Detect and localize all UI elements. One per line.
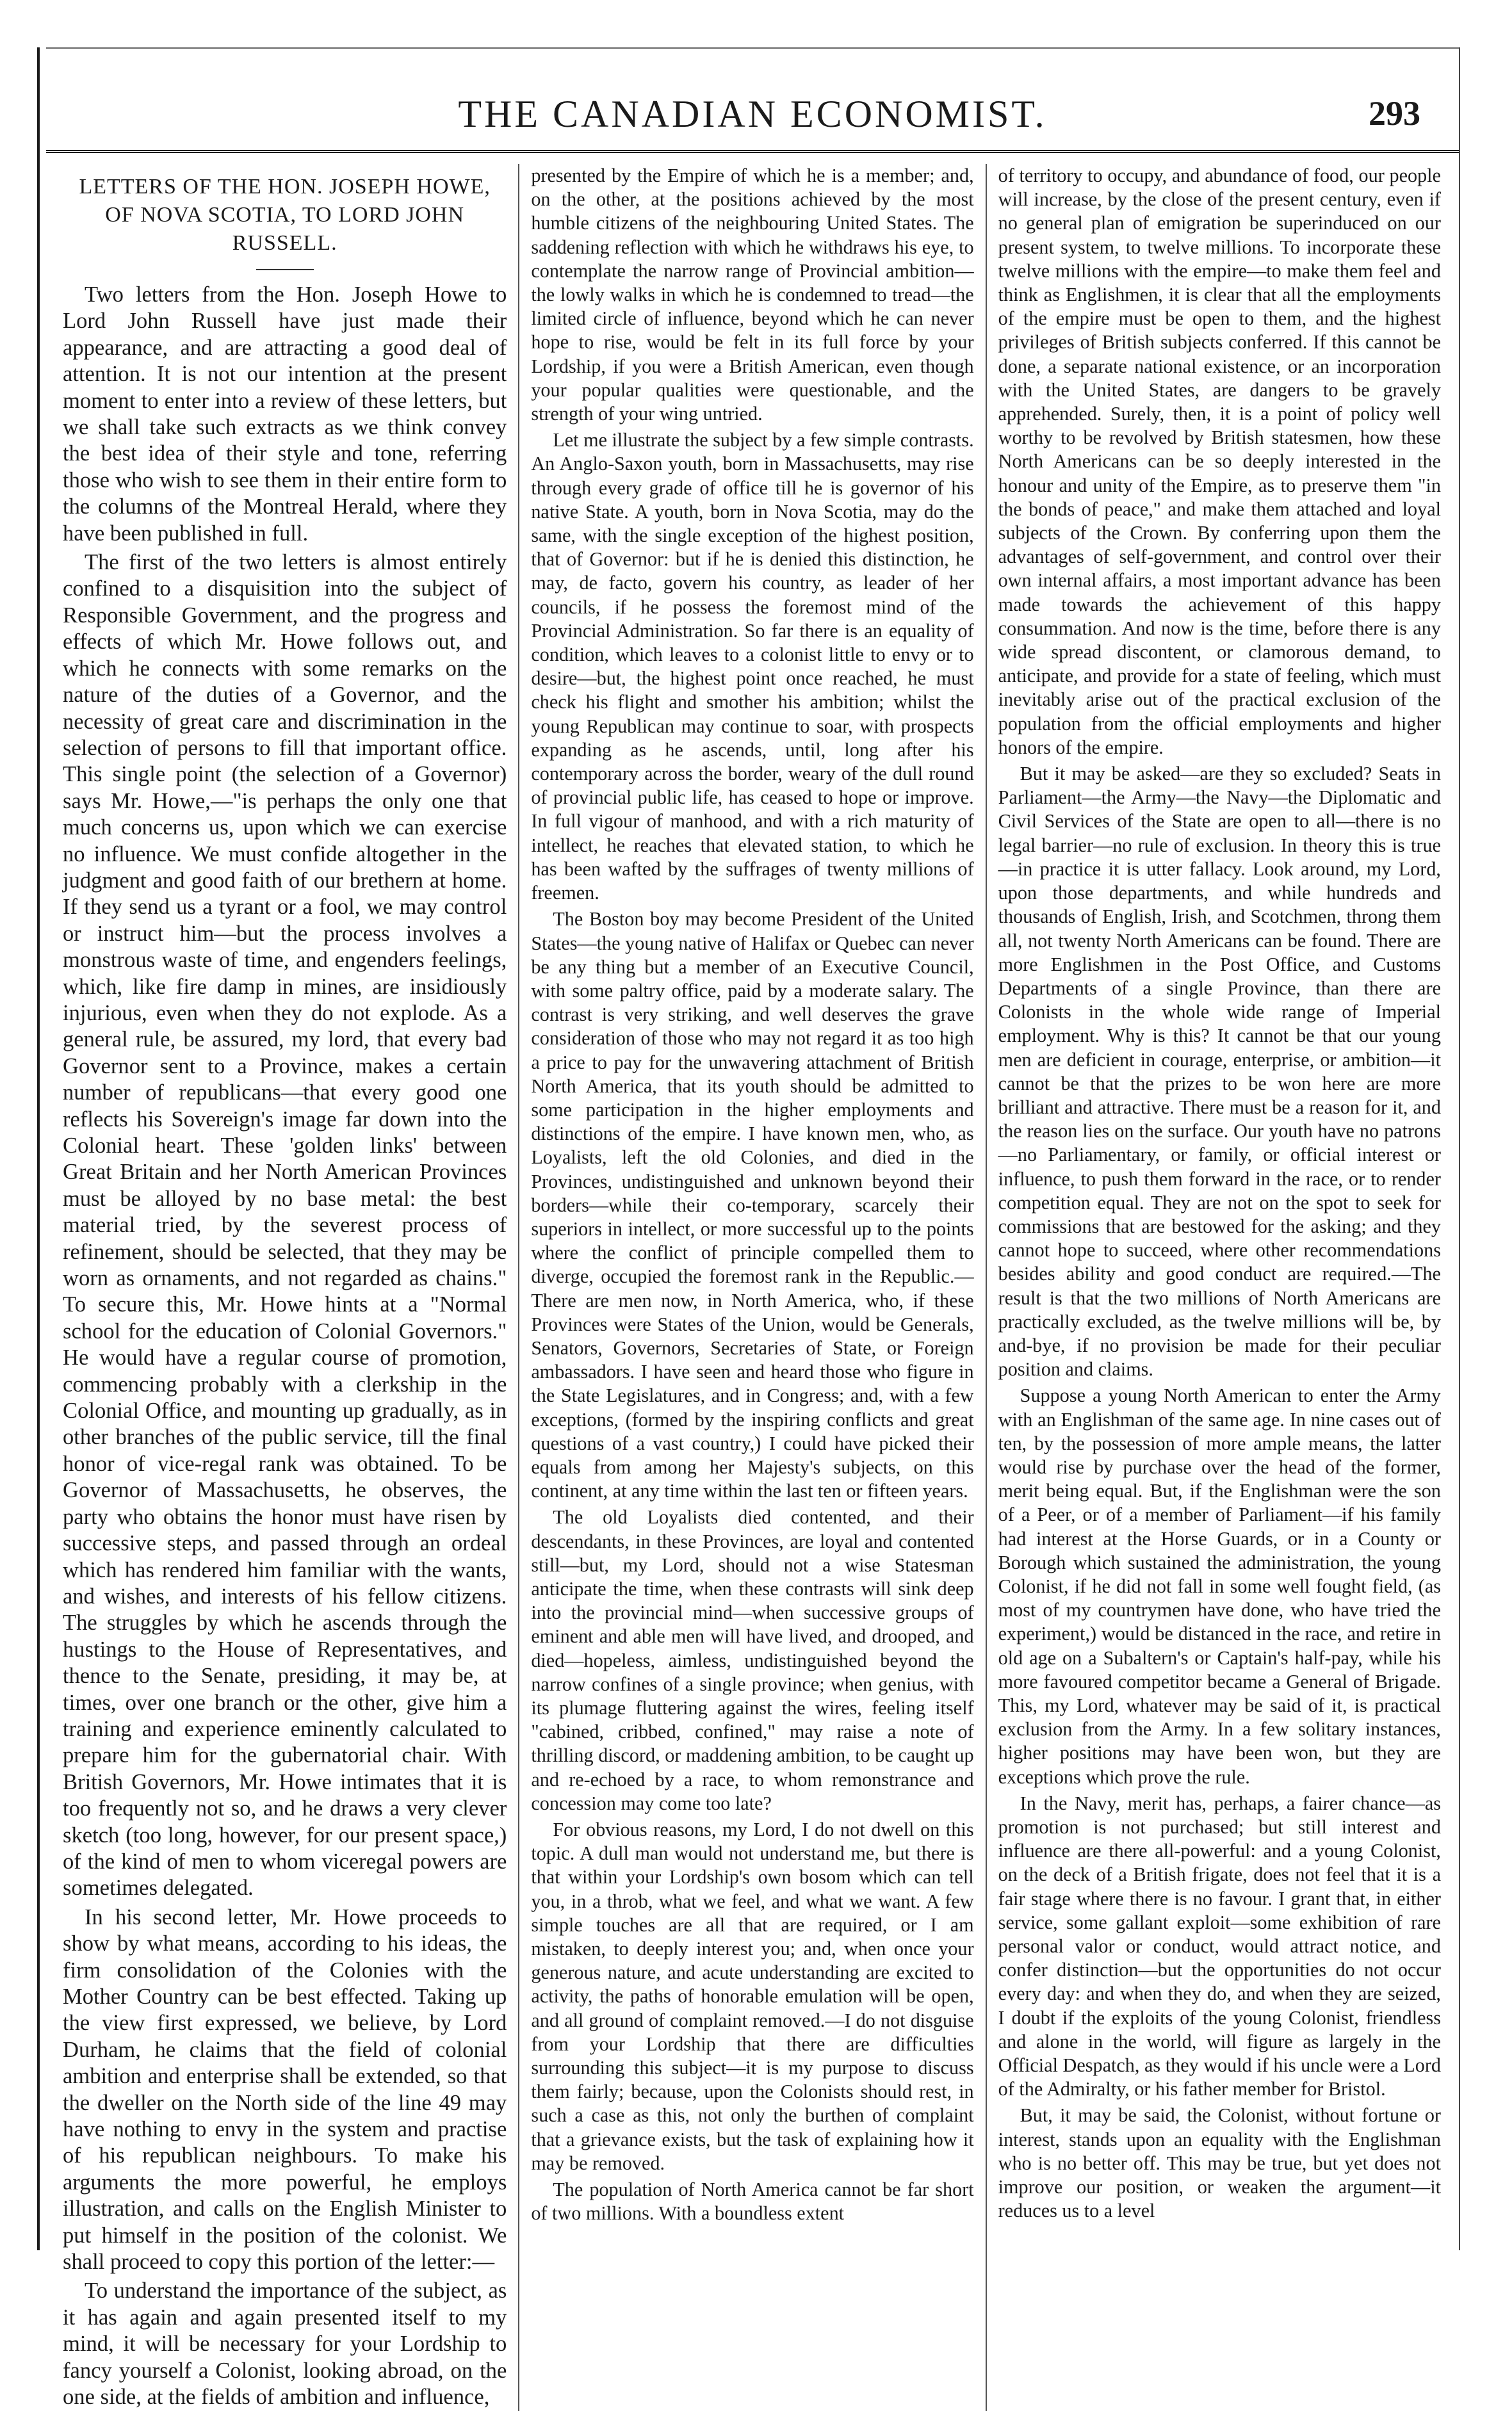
page-number: 293 [1369,94,1420,133]
paragraph: In the Navy, merit has, perhaps, a fairer chance—as promotion is not purchased; but still interest and influence are there all-powerful: and a young Colonist, on the deck of a British frigate, does not feel that it is a fair stage where there is no favour. I grant that, in either service, some gallant exploit—some exhibition of rare personal valor or conduct, would attract notice, and confer distinction—but the opportunities do not occur every day: and when they do, and when they are seized, I doubt if the exploits of the young Colonist, friendless and alone in the world, will figure as largely in the Official Despatch, as they would if his uncle were a Lord of the Admiralty, or his father member for Bristol. [998,1792,1441,2100]
paragraph: The first of the two letters is almost entirely confined to a disquisition into the subject of Responsible Government, and the progress and effects of which Mr. Howe follows out, and which he connects with some remarks on the nature of the duties of a Governor, and the necessity of great care and discrimination in the selection of persons to fill that important office. This single point (the selection of a Governor) says Mr. Howe,—"is perhaps the only one that much concerns us, upon which we can exercise no influence. We must confide altogether in the judgment and good faith of our brethern at home. If they send us a tyrant or a fool, we may control or instruct him—but the process involves a monstrous waste of time, and engenders feelings, which, like fire damp in mines, are insidiously injurious, even when they do not explode. As a general rule, be assured, my lord, that every bad Governor sent to a Province, makes a certain number of republicans—that every good one reflects his Sovereign's image far down into the Colonial heart. These 'golden links' between Great Britain and her North American Provinces must be alloyed by no base metal: the best material tried, by the severest process of refinement, should be selected, that they may be worn as ornaments, and not regarded as chains." To secure this, Mr. Howe hints at a "Normal school for the education of Colonial Governors." He would have a regular course of promotion, commencing probably with a clerkship in the Colonial Office, and mounting up gradually, as in other branches of the public service, till the final honor of vice-regal rank was obtained. To be Governor of Massachusetts, he observes, the party who obtains the honor must have risen by successive steps, and passed through an ordeal which has rendered him familiar with the wants, and wishes, and interests of his fellow citizens. The struggles by which he ascends through the hustings to the House of Representatives, and thence to the Senate, presiding, it may be, at times, over one branch or the other, give him a training and experience eminently calculated to prepare him for the gubernatorial chair. With British Governors, Mr. Howe intimates that it is too frequently not so, and he draws a very clever sketch (too long, however, for our present space,) of the kind of men to whom viceregal powers are sometimes delegated. [63,550,507,1901]
title-rule [256,269,314,270]
paragraph: The old Loyalists died contented, and their descendants, in these Provinces, are loyal and contented still—but, my Lord, should not a wise Statesman anticipate the time, when these contrasts will sink deep into the provincial mind—when successive groups of eminent and able men will have lived, and drooped, and died—hopeless, aimless, undistinguished beyond the narrow confines of a single province; when genius, with its plumage fluttering against the wires, feeling itself "cabined, cribbed, confined," may raise a note of thrilling discord, or maddening ambition, to be caught up and re-echoed by a race, to whom remonstrance and concession may come too late? [531,1506,974,1814]
paragraph: Suppose a young North American to enter the Army with an Englishman of the same age. In nine cases out of ten, by the possession of more ample means, the latter would rise by purchase over the head of the former, merit being equal. But, if the Englishman were the son of a Peer, or of a member of Parliament—if his family had interest at the Horse Guards, or in a County or Borough which sustained the administration, the young Colonist, if he did not fall in some well fought field, (as most of my countrymen have done, who have tried the experiment,) would be distanced in the race, and retire in old age on a Subaltern's or Captain's half-pay, while his more favoured competitor became a General of Brigade. This, my Lord, whatever may be said of it, is practical exclusion from the Army. In a few solitary instances, higher positions may have been won, but they are exceptions which prove the rule. [998,1384,1441,1788]
paragraph: Two letters from the Hon. Joseph Howe to Lord John Russell have just made their appearance, and are attracting a good deal of attention. It is not our intention at the present moment to enter into a review of these letters, but we shall take such extracts as we think convey the best idea of their style and tone, referring those who wish to see them in their entire form to the columns of the Montreal Herald, where they have been published in full. [63,282,507,546]
article-title: LETTERS OF THE HON. JOSEPH HOWE, OF NOVA SCOTIA, TO LORD JOHN RUSSELL. [79,175,491,255]
top-rule [46,47,1459,51]
paragraph: To understand the importance of the subject, as it has again and again presented itself to my mind, it will be necessary for your Lordship to fancy yourself a Colonist, looking abroad, on the one side, at the fields of ambition and influence, [63,2278,507,2410]
page-header [46,88,1459,153]
paragraph: presented by the Empire of which he is a member; and, on the other, at the positions achieved by the most humble citizens of the neighbouring United States. The saddening reflection with which he withdraws his eye, to contemplate the narrow range of Provincial ambition—the lowly walks in which he is condemned to tread—the limited circle of influence, beyond which he can never hope to rise, would be felt in its full force by your Lordship, if you were a British American, even though your popular qualities were questionable, and the strength of your wing untried. [531,165,974,425]
paragraph: Let me illustrate the subject by a few simple contrasts. An Anglo-Saxon youth, born in Massachusetts, may rise through every grade of office till he is governor of his native State. A youth, born in Nova Scotia, may do the same, with the single exception of the highest position, that of Governor: but if he is denied this distinction, he may, de facto, govern his country, as leader of her councils, if he possess the foremost mind of the Provincial Administration. So far there is an equality of condition, which leaves to a colonist little to envy or to desire—but, the highest point once reached, he must check his flight and smother his ambition; whilst the young Republican may continue to soar, with prospects expanding as he ascends, until, long after his contemporary across the border, weary of the dull round of provincial public life, has ceased to hope or improve. In full vigour of manhood, and with a rich maturity of intellect, he reaches that elevated station, to which he has been wafted by the suffrages of twenty millions of freemen. [531,429,974,904]
paragraph: The Boston boy may become President of the United States—the young native of Halifax or Quebec can never be any thing but a member of an Executive Council, with some paltry office, paid by a moderate salary. The contrast is very striking, and well deserves the grave consideration of those who may not regard it as too high a price to pay for the unwavering attachment of British North America, that its youth should be admitted to some participation in the higher employments and distinctions of the empire. I have known men, who, as Loyalists, left the old Colonies, and died in the Provinces, undistinguished and unknown beyond their borders—while their co-temporary, scarcely their superiors in intellect, or more successful up to the points where the conflict of principle compelled them to diverge, occupied the foremost rank in the Republic.—There are men now, in North America, who, if these Provinces were States of the Union, would be Generals, Senators, Governors, Secretaries of State, or Foreign ambassadors. I have seen and heard those who figure in the State Legislatures, and in Congress; and, with a few exceptions, (formed by the inspiring conflicts and great questions of a vast country,) I could have picked their equals from among her Majesty's subjects, on this continent, at any time within the last ten or fifteen years. [531,908,974,1502]
column-1 [51,164,518,2411]
paragraph: But, it may be said, the Colonist, without fortune or interest, stands upon an equality with the Englishman who is no better off. This may be true, but yet does not improve our position, or weaken the argument—it reduces us to a level [998,2104,1441,2222]
column-3 [986,164,1452,2411]
text-columns [51,164,1452,2410]
paragraph: In his second letter, Mr. Howe proceeds to show by what means, according to his ideas, the firm consolidation of the Colonies with the Mother Country can be best effected. Taking up the view first expressed, we believe, by Lord Durham, he claims that the field of colonial ambition and enterprise shall be extended, so that the dweller on the North side of the line 49 may have nothing to envy in the system and practise of his republican neighbours. To make his arguments the more powerful, he employs illustration, and calls on the English Minister to put himself in the position of the colonist. We shall proceed to copy this portion of the letter:— [63,1904,507,2275]
paragraph: For obvious reasons, my Lord, I do not dwell on this topic. A dull man would not understand me, but there is that within your Lordship's own bosom which can tell you, in a throb, what we feel, and what we want. A few simple touches are all that are required, or I am mistaken, to deeply interest you; and, when once your generous nature, and acute understanding are excited to activity, the paths of honorable emulation will be open, and all ground of complaint removed.—I do not disguise from your Lordship that there are difficulties surrounding this subject—it is my purpose to discuss them fairly; because, upon the Colonists should rest, in such a case as this, not only the burthen of complaint that a grievance exists, but the task of explaining how it may be removed. [531,1819,974,2174]
publication-title: THE CANADIAN ECONOMIST. [458,93,1047,135]
paragraph: of territory to occupy, and abundance of food, our people will increase, by the close of the present century, even if no general plan of emigration be superinduced on our present system, to twelve millions. To incorporate these twelve millions with the empire—to make them feel and think as Englishmen, it is clear that all the employments of the empire must be open to them, and the highest privileges of British subjects conferred. If this cannot be done, a separate national existence, or an incorporation with the United States, are dangers to be gravely apprehended. Surely, then, it is a point of policy well worthy to be revolved by British statesmen, how these North Americans can be so deeply interested in the honour and unity of the Empire, as to preserve them "in the bonds of peace," and make them attached and loyal subjects of the Crown. By conferring upon them the advantages of self-government, and control over their own internal affairs, a most important advance has been made towards the achievement of this happy consummation. And now is the time, before there is any wide spread discontent, or clamorous demand, to anticipate, and provide for a state of feeling, which must inevitably arise out of the practical exclusion of the population from the official employments and higher honors of the empire. [998,165,1441,758]
paragraph: The population of North America cannot be far short of two millions. With a boundless extent [531,2179,974,2225]
newspaper-page [37,47,1460,2410]
paragraph: But it may be asked—are they so excluded? Seats in Parliament—the Army—the Navy—the Diplomatic and Civil Services of the State are open to all—there is no legal barrier—no rule of exclusion. In theory this is true—in practice it is utter fallacy. Look around, my Lord, upon those departments, and while hundreds and thousands of English, Irish, and Scotchmen, throng them all, not twenty North Americans can be found. There are more Englishmen in the Post Office, and Customs Departments of a single Province, than there are Colonists in the whole wide range of Imperial employment. Why is this? It cannot be that our young men are deficient in courage, enterprise, or ambition—it cannot be that the prizes to be won here are more brilliant and attractive. There must be a reason for it, and the reason lies on the surface. Our youth have no patrons—no Parliamentary, or family, or official interest or influence, to push them forward in the race, or to render competition equal. They are not on the spot to seek for commissions that are bestowed for the asking; and they cannot hope to succeed, where other recommendations besides ability and good conduct are required.—The result is that the two millions of North Americans are practically excluded, as the twelve millions will be, by and-bye, if no provision be made for their peculiar position and claims. [998,763,1441,1381]
column-2 [518,164,985,2411]
